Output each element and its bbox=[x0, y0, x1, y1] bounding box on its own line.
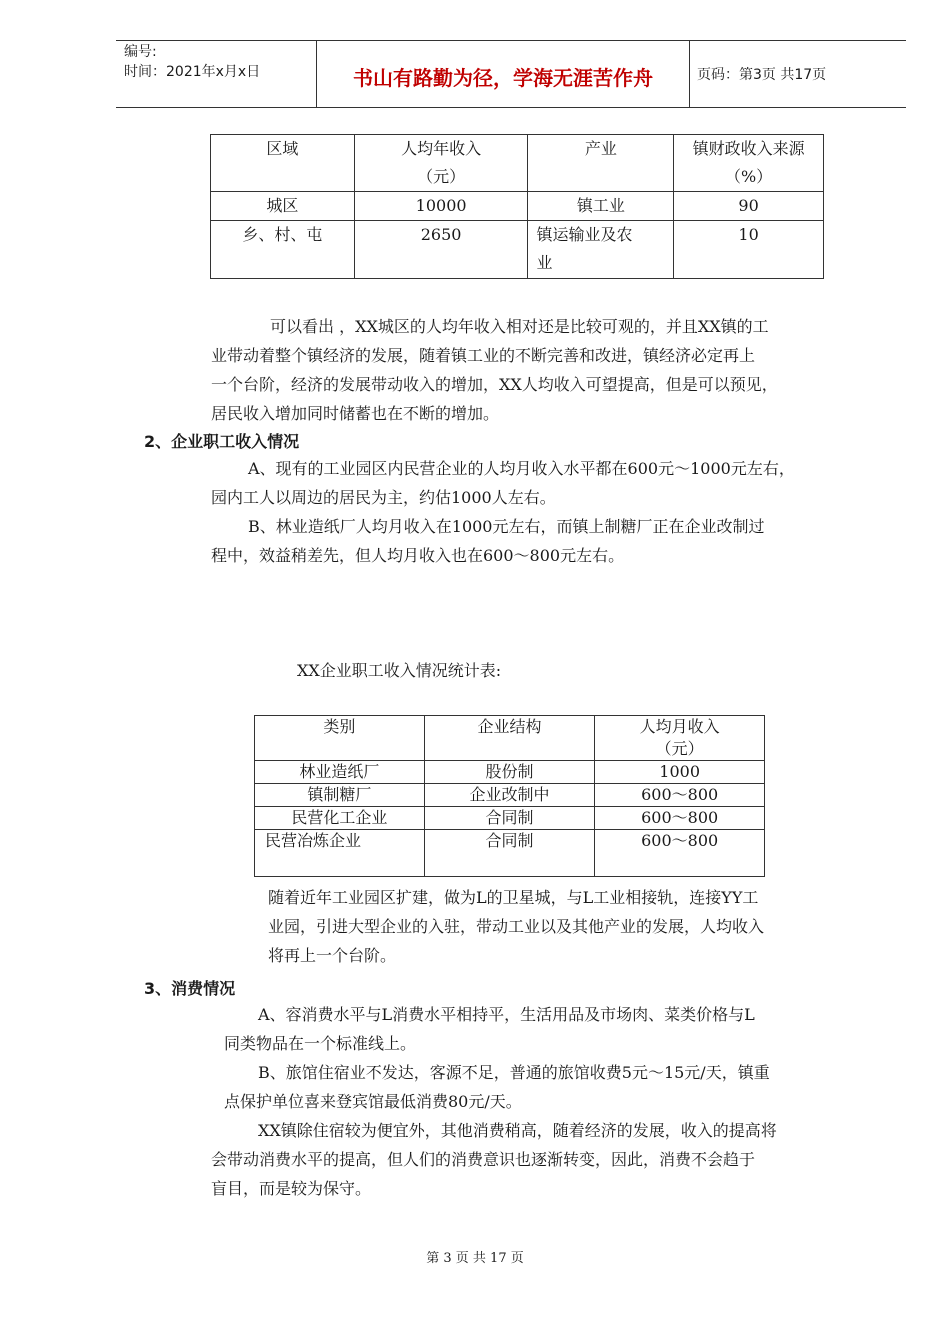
table-cell: 合同制 bbox=[424, 830, 595, 877]
table-cell: 股份制 bbox=[424, 761, 595, 784]
table-cell: 2650 bbox=[354, 221, 528, 279]
paragraph-income-analysis: 可以看出 ，XX城区的人均年收入相对还是比较可观的，并且XX镇的工 业带动着整个镇经济的发展，随着镇工业的不断完善和改进，镇经济必定再上 一个台阶，经济的发展带动收入的增加，XX人均收入可望提高，但是可以预见， 居民收入增加同时储蓄也在不断的增加。 bbox=[211, 317, 778, 423]
page-footer: 第 3 页 共 17 页 bbox=[426, 1251, 524, 1266]
table-header-row bbox=[211, 135, 824, 192]
table-cell: 乡、村、屯 bbox=[211, 221, 355, 279]
table-cell: 城区 bbox=[211, 192, 355, 221]
table-row bbox=[211, 192, 824, 221]
table-cell: 600～800 bbox=[595, 807, 765, 830]
document-date: 时间：2021年x月x日 bbox=[124, 64, 261, 80]
paragraph-paper-mill: B、林业造纸厂人均月收入在1000元左右，而镇上制糖厂正在企业改制过 程中，效益稍差先，但人均月收入也在600～800元左右。 bbox=[211, 517, 765, 565]
table-cell: 民营化工企业 bbox=[255, 807, 425, 830]
page-indicator: 页码：第3页 共17页 bbox=[697, 67, 827, 83]
header-cell: 企业结构 bbox=[424, 716, 595, 761]
table-row bbox=[255, 784, 765, 807]
paragraph-consumption-level: A、容消费水平与L消费水平相持平，生活用品及市场肉、菜类价格与L 同类物品在一个标准线上。 bbox=[224, 1005, 755, 1053]
table-cell: 镇工业 bbox=[528, 192, 674, 221]
header-meta bbox=[124, 42, 260, 82]
paragraph-industrial-park: A、现有的工业园区内民营企业的人均月收入水平都在600元～1000元左右， 园内工人以周边的居民为主，约估1000人左右。 bbox=[211, 459, 795, 507]
table-cell: 镇运输业及农 业 bbox=[528, 221, 674, 279]
document-number: 编号: bbox=[124, 44, 157, 60]
header-cell: 产业 bbox=[528, 135, 674, 192]
section-heading-employee-income: 2、企业职工收入情况 bbox=[144, 432, 300, 451]
table-cell: 90 bbox=[674, 192, 824, 221]
header-cell: 人均年收入 （元） bbox=[354, 135, 528, 192]
table-cell: 林业造纸厂 bbox=[255, 761, 425, 784]
table-cell: 1000 bbox=[595, 761, 765, 784]
table-row bbox=[255, 761, 765, 784]
table-row bbox=[211, 221, 824, 279]
table-cell: 10 bbox=[674, 221, 824, 279]
table-cell: 民营冶炼企业 bbox=[255, 830, 425, 877]
header-top-rule bbox=[116, 40, 906, 41]
table-cell: 600～800 bbox=[595, 784, 765, 807]
table-cell: 镇制糖厂 bbox=[255, 784, 425, 807]
header-motto: 书山有路勤为径，学海无涯苦作舟 bbox=[353, 66, 653, 90]
table-header-row bbox=[255, 716, 765, 761]
header-cell: 类别 bbox=[255, 716, 425, 761]
header-divider-2 bbox=[689, 40, 690, 107]
paragraph-satellite-city: 随着近年工业园区扩建，做为L的卫星城，与L工业相接轨，连接YY工 业园，引进大型企业的入驻，带动工业以及其他产业的发展，人均收入 将再上一个台阶。 bbox=[268, 888, 765, 965]
section-heading-consumption: 3、消费情况 bbox=[144, 979, 236, 998]
table-row bbox=[255, 830, 765, 877]
table-row bbox=[255, 807, 765, 830]
paragraph-consumption-trend: XX镇除住宿较为便宜外，其他消费稍高，随着经济的发展，收入的提高将 会带动消费水平的提高，但人们的消费意识也逐渐转变，因此，消费不会趋于 盲目，而是较为保守。 bbox=[211, 1121, 777, 1198]
header-bottom-rule bbox=[116, 107, 906, 108]
paragraph-hotel: B、旅馆住宿业不发达，客源不足，普通的旅馆收费5元～15元/天，镇重 点保护单位喜来登宾馆最低消费80元/天。 bbox=[224, 1063, 770, 1111]
employee-income-table bbox=[254, 715, 765, 877]
header-cell: 区域 bbox=[211, 135, 355, 192]
table-cell: 10000 bbox=[354, 192, 528, 221]
table-cell: 合同制 bbox=[424, 807, 595, 830]
table-cell: 企业改制中 bbox=[424, 784, 595, 807]
table-caption: XX企业职工收入情况统计表: bbox=[297, 661, 502, 680]
table-cell: 600～800 bbox=[595, 830, 765, 877]
header-cell: 镇财政收入来源 （%） bbox=[674, 135, 824, 192]
header-cell: 人均月收入 （元） bbox=[595, 716, 765, 761]
income-by-region-table bbox=[210, 134, 824, 279]
